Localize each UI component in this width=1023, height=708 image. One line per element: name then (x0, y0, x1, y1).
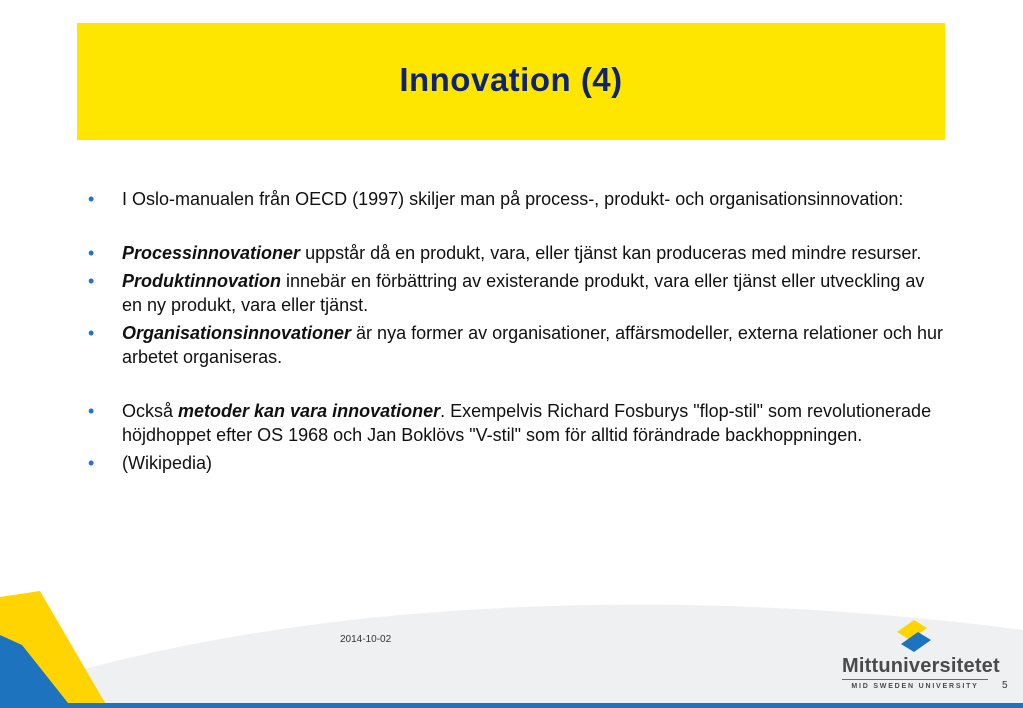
slide-title: Innovation (4) (399, 60, 623, 98)
bullet-text: (Wikipedia) (122, 453, 213, 473)
bullet-list (88, 187, 948, 475)
title-banner (77, 23, 945, 140)
bullet-term: Organisationsinnovationer (122, 323, 352, 343)
logo-divider (842, 679, 988, 680)
slide-date: 2014-10-02 (340, 634, 392, 645)
bullet-prefix: Också (122, 401, 179, 421)
bullet-text: är nya former av organisationer, affärsmodeller, externa relationer och hur arbetet organiseras. (122, 323, 944, 367)
bullet-item (88, 399, 948, 447)
logo-name: Mittuniversitetet (842, 655, 1000, 677)
bullet-item (88, 451, 948, 475)
page-number: 5 (1002, 680, 1008, 691)
bullet-term: Produktinnovation (122, 271, 281, 291)
logo-subtitle: MID SWEDEN UNIVERSITY (851, 683, 979, 690)
bullet-term: metoder kan vara innovationer (178, 401, 441, 421)
bullet-term: Processinnovationer (122, 243, 301, 263)
bullet-item (88, 321, 948, 369)
bullet-item (88, 241, 948, 265)
bullet-item (88, 187, 948, 211)
bullet-item (88, 269, 948, 317)
bullet-text: uppstår då en produkt, vara, eller tjänst kan produceras med mindre resurser. (300, 243, 922, 263)
bullet-text: I Oslo-manualen från OECD (1997) skiljer man på process-, produkt- och organisationsinnovation: (122, 189, 904, 209)
bullet-text: innebär en förbättring av existerande produkt, vara eller tjänst eller utveckling av en ny produkt, vara eller tjänst. (122, 271, 925, 315)
bullet-text: . Exempelvis Richard Fosburys "flop-stil" som revolutionerade höjdhoppet efter OS 1968 och Jan Boklövs "V-stil" som för alltid förändrade backhoppningen. (122, 401, 932, 445)
mid-sweden-logo-icon (893, 614, 935, 656)
